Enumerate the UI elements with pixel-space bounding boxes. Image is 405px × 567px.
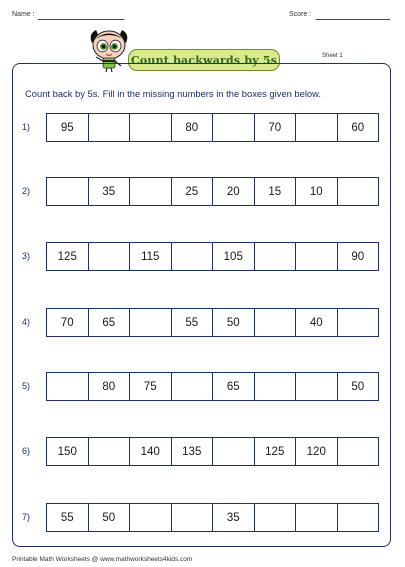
- number-box[interactable]: [89, 114, 131, 141]
- number-box[interactable]: 25: [172, 178, 214, 205]
- number-box[interactable]: [296, 114, 338, 141]
- number-box[interactable]: 20: [213, 178, 255, 205]
- row-number: 5): [22, 381, 31, 391]
- number-box[interactable]: [296, 373, 338, 400]
- problem-row-3: [0, 242, 405, 271]
- number-box[interactable]: 40: [296, 309, 338, 336]
- number-box[interactable]: [89, 438, 131, 465]
- number-box[interactable]: [255, 504, 297, 531]
- number-box[interactable]: [130, 178, 172, 205]
- number-box[interactable]: [213, 114, 255, 141]
- number-boxes: [46, 437, 379, 466]
- number-box[interactable]: 70: [47, 309, 89, 336]
- number-box[interactable]: [338, 309, 379, 336]
- number-box[interactable]: [172, 504, 214, 531]
- problem-row-7: [0, 503, 405, 532]
- number-box[interactable]: [47, 178, 89, 205]
- number-box[interactable]: [213, 438, 255, 465]
- number-box[interactable]: [255, 373, 297, 400]
- score-line: [316, 19, 390, 20]
- name-label: Name :: [12, 11, 35, 18]
- row-number: 2): [22, 186, 31, 196]
- number-boxes: [46, 503, 379, 532]
- number-box[interactable]: [338, 438, 379, 465]
- problem-row-1: [0, 113, 405, 142]
- worksheet-title: Count backwards by 5s: [128, 49, 280, 71]
- number-box[interactable]: 10: [296, 178, 338, 205]
- number-box[interactable]: 35: [213, 504, 255, 531]
- problem-row-6: [0, 437, 405, 466]
- number-box[interactable]: 50: [89, 504, 131, 531]
- number-boxes: [46, 308, 379, 337]
- instructions: Count back by 5s. Fill in the missing numbers in the boxes given below.: [25, 88, 321, 99]
- number-box[interactable]: [255, 309, 297, 336]
- number-box[interactable]: [172, 243, 214, 270]
- number-boxes: [46, 113, 379, 142]
- number-box[interactable]: [296, 504, 338, 531]
- number-box[interactable]: 125: [255, 438, 297, 465]
- number-box[interactable]: [130, 309, 172, 336]
- number-box[interactable]: [89, 243, 131, 270]
- number-boxes: [46, 242, 379, 271]
- row-number: 6): [22, 446, 31, 456]
- number-box[interactable]: 135: [172, 438, 214, 465]
- footer-credit: Printable Math Worksheets @ www.mathworksheets4kids.com: [12, 556, 193, 563]
- number-box[interactable]: 50: [213, 309, 255, 336]
- number-box[interactable]: 80: [172, 114, 214, 141]
- number-box[interactable]: 65: [213, 373, 255, 400]
- number-box[interactable]: 15: [255, 178, 297, 205]
- number-box[interactable]: 125: [47, 243, 89, 270]
- number-box[interactable]: 150: [47, 438, 89, 465]
- number-box[interactable]: [172, 373, 214, 400]
- number-box[interactable]: 120: [296, 438, 338, 465]
- number-box[interactable]: 35: [89, 178, 131, 205]
- row-number: 7): [22, 512, 31, 522]
- number-box[interactable]: 90: [351, 250, 365, 263]
- number-box[interactable]: 115: [130, 243, 172, 270]
- number-box[interactable]: 55: [172, 309, 214, 336]
- number-box[interactable]: 60: [351, 121, 365, 134]
- number-box[interactable]: [255, 243, 297, 270]
- number-box[interactable]: [338, 178, 379, 205]
- number-box[interactable]: 70: [255, 114, 297, 141]
- problem-row-2: [0, 177, 405, 206]
- sheet-number: Sheet 1: [322, 53, 343, 59]
- number-box[interactable]: 65: [89, 309, 131, 336]
- number-box[interactable]: 75: [130, 373, 172, 400]
- number-box[interactable]: 140: [130, 438, 172, 465]
- number-box[interactable]: 105: [213, 243, 255, 270]
- name-line: [38, 19, 124, 20]
- problem-row-4: [0, 308, 405, 337]
- number-box[interactable]: 80: [89, 373, 131, 400]
- number-box[interactable]: [47, 373, 89, 400]
- number-boxes: [46, 177, 379, 206]
- row-number: 3): [22, 251, 31, 261]
- number-box[interactable]: 55: [47, 504, 89, 531]
- number-box[interactable]: [338, 504, 379, 531]
- number-box[interactable]: [130, 504, 172, 531]
- number-box[interactable]: 50: [351, 380, 365, 393]
- number-boxes: [46, 372, 379, 401]
- number-box[interactable]: 95: [47, 114, 89, 141]
- problem-row-5: [0, 372, 405, 401]
- number-box[interactable]: [296, 243, 338, 270]
- row-number: 1): [22, 122, 31, 132]
- score-label: Score :: [289, 11, 312, 18]
- number-box[interactable]: [130, 114, 172, 141]
- row-number: 4): [22, 317, 31, 327]
